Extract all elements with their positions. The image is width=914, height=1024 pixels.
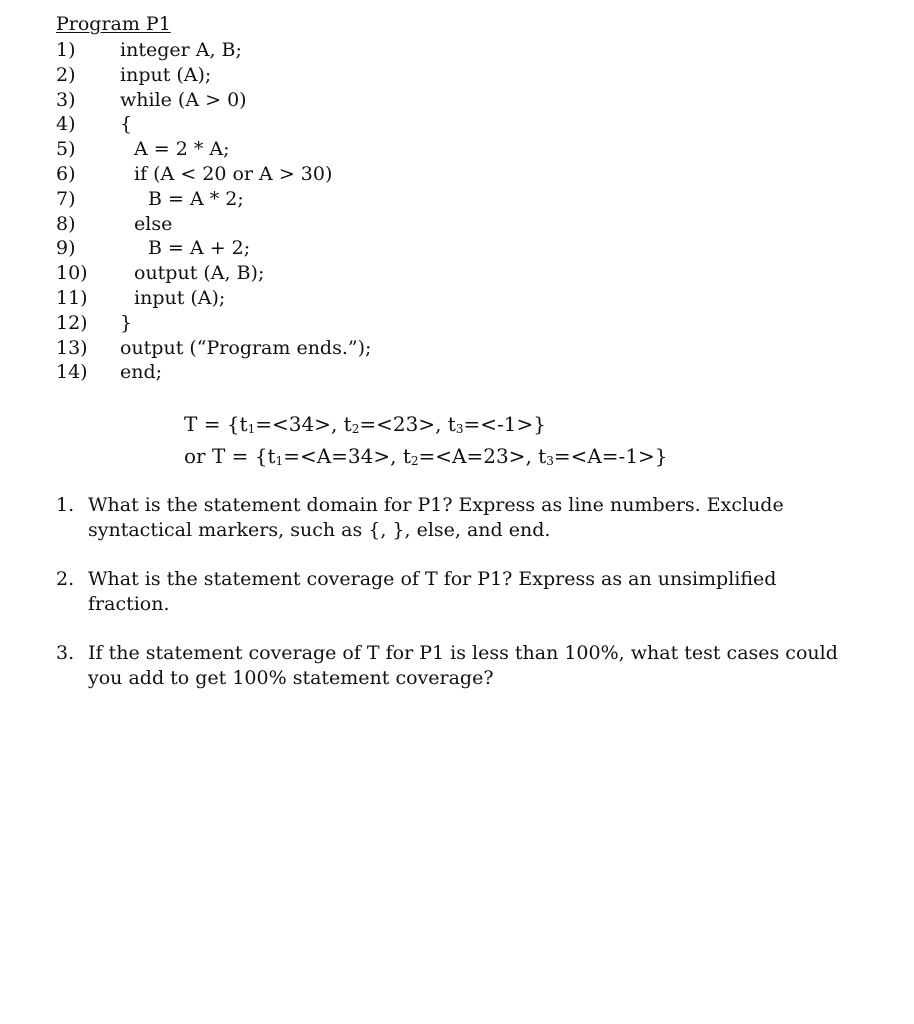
- code-statement: output (A, B);: [134, 262, 265, 285]
- test-set-text: T = {t: [184, 412, 248, 436]
- test-set-text: =<A=34>, t: [283, 444, 411, 468]
- question-text: What is the statement domain for P1? Express as line numbers. Exclude syntactical markers, such as {, }, else, and end.: [88, 494, 784, 541]
- line-number: 13): [56, 336, 88, 359]
- test-set-text: =<A=-1>}: [553, 444, 668, 468]
- question-number: 1.: [56, 494, 75, 516]
- line-number: 10): [56, 262, 88, 285]
- question-text: What is the statement coverage of T for P1? Express as an unsimplified fraction.: [88, 568, 777, 615]
- code-statement: A = 2 * A;: [134, 138, 230, 161]
- line-number: 6): [56, 162, 76, 185]
- line-number: 7): [56, 187, 76, 210]
- line-number: 2): [56, 63, 76, 86]
- test-set: [184, 411, 668, 475]
- question-item: [56, 567, 856, 617]
- code-statement: B = A * 2;: [148, 187, 244, 210]
- code-statement: {: [120, 113, 133, 136]
- line-number: 4): [56, 113, 76, 136]
- line-number: 12): [56, 311, 88, 334]
- code-statement: else: [134, 212, 173, 235]
- question-text: If the statement coverage of T for P1 is less than 100%, what test cases could you add to get 100% statement coverage?: [88, 642, 838, 689]
- line-number: 9): [56, 237, 76, 260]
- subscript: 1: [247, 422, 256, 436]
- code-statement: B = A + 2;: [148, 237, 251, 260]
- code-statement: if (A < 20 or A > 30): [134, 162, 333, 185]
- test-set-text: =<34>, t: [255, 412, 352, 436]
- program-title: Program P1: [56, 13, 171, 35]
- subscript: 2: [410, 454, 419, 468]
- question-list: [56, 493, 856, 715]
- question-number: 3.: [56, 642, 75, 664]
- code-statement: while (A > 0): [120, 88, 247, 111]
- test-set-line-alt: [184, 443, 668, 475]
- line-number: 14): [56, 361, 88, 384]
- code-statement: }: [120, 311, 133, 334]
- line-number: 5): [56, 138, 76, 161]
- question-number: 2.: [56, 568, 75, 590]
- subscript: 2: [351, 422, 360, 436]
- code-statement: input (A);: [134, 286, 226, 309]
- test-set-text: =<23>, t: [359, 412, 456, 436]
- code-statement: output (“Program ends.”);: [120, 336, 372, 359]
- line-number: 1): [56, 39, 76, 61]
- question-item: [56, 641, 856, 691]
- line-number: 11): [56, 286, 88, 309]
- test-set-line: [184, 411, 668, 443]
- test-set-text: =<-1>}: [463, 412, 546, 436]
- subscript: 1: [275, 454, 284, 468]
- code-statement: end;: [120, 361, 163, 384]
- question-item: [56, 493, 856, 543]
- line-number: 3): [56, 88, 76, 111]
- subscript: 3: [455, 422, 464, 436]
- code-statement: integer A, B;: [120, 39, 242, 61]
- code-statement: input (A);: [120, 63, 212, 86]
- test-set-text: =<A=23>, t: [418, 444, 547, 468]
- subscript: 3: [546, 454, 554, 468]
- test-set-text: or T = {t: [184, 444, 276, 468]
- line-number: 8): [56, 212, 76, 235]
